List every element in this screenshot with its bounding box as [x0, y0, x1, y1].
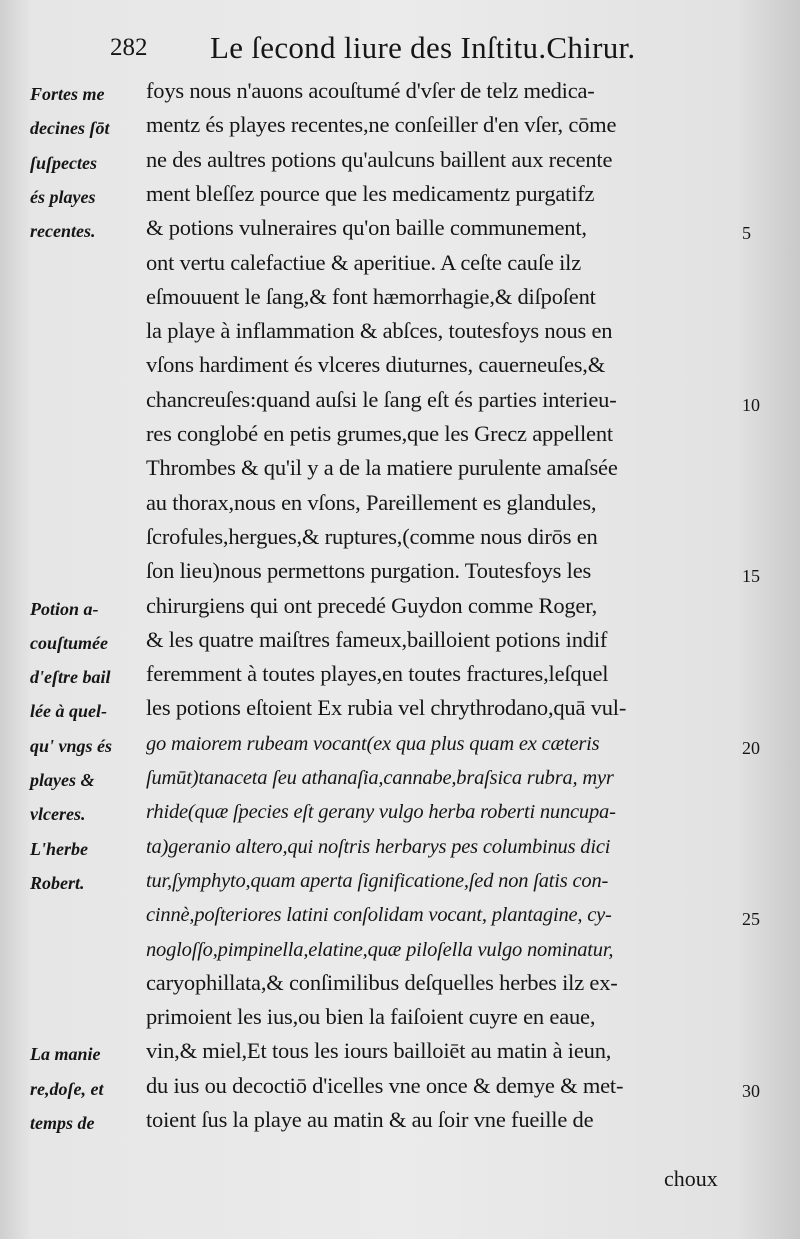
text-line: [0, 593, 800, 627]
line-text: tur,ſymphyto,quam aperta ſignificatione,ſed non ſatis con-: [146, 869, 609, 892]
margin-note: L'herbe: [30, 838, 88, 859]
page-number: 282: [110, 34, 148, 61]
text-line: [0, 215, 800, 249]
margin-note: couſtumée: [30, 632, 108, 653]
text-line: [0, 181, 800, 215]
line-text: ont vertu calefactiue & aperitiue. A ceſte cauſe ilz: [146, 249, 582, 275]
text-line: [0, 147, 800, 181]
text-line: [0, 1038, 800, 1072]
text-line: [0, 936, 800, 970]
text-line: [0, 112, 800, 146]
line-text: foys nous n'auons acouſtumé d'vſer de telz medica-: [146, 78, 595, 103]
line-text: chancreuſes:quand auſsi le ſang eſt és parties interieu-: [146, 386, 617, 412]
catchword: choux: [664, 1166, 718, 1191]
text-line: [0, 387, 800, 421]
line-text: feremment à toutes playes,en toutes fractures,leſquel: [146, 661, 609, 687]
line-text: ne des aultres potions qu'aulcuns baillent aux recente: [146, 146, 613, 172]
text-line: [0, 524, 800, 558]
line-text: caryophillata,& conſimilibus deſquelles herbes ilz ex-: [146, 969, 618, 995]
line-text: ſcrofules,hergues,& ruptures,(comme nous dirōs en: [146, 523, 598, 549]
line-text: & potions vulneraires qu'on baille communement,: [146, 215, 587, 241]
line-number: 20: [742, 737, 760, 758]
text-line: [0, 627, 800, 661]
line-text: & les quatre maiſtres fameux,bailloient potions indif: [146, 626, 608, 652]
margin-note: Robert.: [30, 872, 85, 893]
line-text: ſon lieu)nous permettons purgation. Toutesfoys les: [146, 558, 592, 584]
line-text: nogloſſo,pimpinella,elatine,quæ piloſella vulgo nominatur,: [146, 938, 614, 961]
line-text: rhide(quæ ſpecies eſt gerany vulgo herba roberti nuncupa-: [146, 801, 616, 824]
text-line: [0, 284, 800, 318]
text-line: [0, 1004, 800, 1038]
line-text: res conglobé en petis grumes,que les Grecz appellent: [146, 421, 613, 446]
line-text: ment bleſſez pource que les medicamentz purgatifz: [146, 180, 595, 206]
text-line: [0, 730, 800, 764]
margin-note: decines ſōt: [30, 118, 110, 139]
line-number: 25: [742, 909, 760, 930]
text-line: [0, 970, 800, 1004]
margin-note: vlceres.: [30, 804, 86, 825]
line-text: vin,& miel,Et tous les iours bailloiēt au matin à ieun,: [146, 1038, 612, 1064]
line-number: 5: [742, 223, 751, 244]
line-text: les potions eſtoient Ex rubia vel chrythrodano,quā vul-: [146, 695, 627, 721]
text-line: [0, 867, 800, 901]
margin-note: qu' vngs és: [30, 735, 113, 756]
line-text: au thorax,nous en vſons, Pareillement es glandules,: [146, 489, 597, 515]
text-line: [0, 421, 800, 455]
text-line: [0, 78, 800, 112]
text-line: [0, 1073, 800, 1107]
line-text: ta)geranio altero,qui noſtris herbarys pes columbinus dici: [146, 835, 611, 858]
text-line: [0, 661, 800, 695]
margin-note: Fortes me: [30, 84, 105, 104]
margin-note: playes &: [30, 770, 95, 790]
line-text: la playe à inflammation & abſces, toutesfoys nous en: [146, 318, 613, 344]
line-number: 10: [742, 394, 760, 415]
line-text: cinnè,poſteriores latini conſolidam vocant, plantagine, cy-: [146, 904, 612, 927]
text-line: [0, 1107, 800, 1141]
line-text: toient ſus la playe au matin & au ſoir vne fueille de: [146, 1107, 594, 1132]
text-line: [0, 318, 800, 352]
margin-note: re,doſe, et: [30, 1078, 104, 1099]
text-line: [0, 250, 800, 284]
margin-note: és playes: [30, 186, 96, 207]
text-line: [0, 833, 800, 867]
line-text: mentz és playes recentes,ne conſeiller d'en vſer, cōme: [146, 112, 617, 138]
line-text: du ius ou decoctiō d'icelles vne once & demye & met-: [146, 1072, 624, 1098]
text-line: [0, 901, 800, 935]
margin-note: lée à quel-: [30, 701, 107, 722]
text-line: [0, 798, 800, 832]
margin-note: La manie: [30, 1044, 101, 1065]
line-text: Thrombes & qu'il y a de la matiere purulente amaſsée: [146, 455, 618, 481]
margin-note: recentes.: [30, 221, 96, 242]
line-text: primoient les ius,ou bien la faiſoient cuyre en eaue,: [146, 1004, 596, 1030]
text-line: [0, 455, 800, 489]
margin-note: ſuſpectes: [30, 152, 97, 173]
text-line: [0, 490, 800, 524]
line-text: go maiorem rubeam vocant(ex qua plus quam ex cæteris: [146, 732, 600, 755]
text-line: [0, 352, 800, 386]
page-header: [110, 30, 710, 70]
text-line: [0, 695, 800, 729]
margin-note: temps de: [30, 1113, 95, 1133]
margin-note: d'eſtre bail: [30, 667, 111, 688]
running-title: Le ſecond liure des Inſtitu.Chirur.: [210, 30, 636, 65]
line-text: chirurgiens qui ont precedé Guydon comme Roger,: [146, 592, 598, 618]
text-line: [0, 764, 800, 798]
margin-note: Potion a-: [30, 598, 99, 619]
line-number: 30: [742, 1080, 760, 1101]
line-text: eſmouuent le ſang,& font hæmorrhagie,& diſpoſent: [146, 283, 596, 309]
line-text: vſons hardiment és vlceres diuturnes, cauerneuſes,&: [146, 352, 606, 378]
text-line: [0, 558, 800, 592]
line-number: 15: [742, 566, 760, 587]
line-text: ſumūt)tanaceta ſeu athanaſia,cannabe,braſsica rubra, myr: [146, 767, 614, 789]
